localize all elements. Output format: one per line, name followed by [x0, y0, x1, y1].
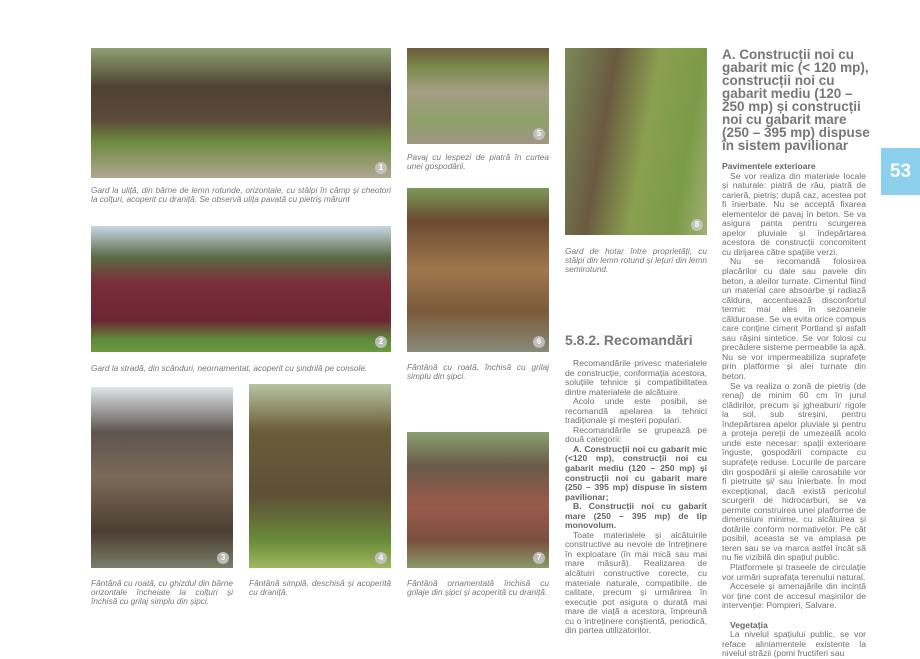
page-number-tab: 53 [881, 148, 920, 195]
photo-stone-paving [407, 48, 549, 144]
subheading-vegetatia: Vegetația [730, 619, 768, 630]
recomandari-text [565, 359, 707, 636]
photo-number: 1 [375, 162, 387, 174]
paragraph: Recomandările privesc materialele de construcție, conformația acestora, soluțiile tehnice și compatibilitatea dintre materialele de alcătuire. [565, 358, 707, 397]
photo-number: 7 [533, 552, 545, 564]
section-heading-recomandari: 5.8.2. Recomandări [565, 332, 693, 348]
photo-caption: Fântână simplă, deschisă și acoperită cu draniță. [249, 578, 391, 597]
photo-number: 2 [375, 336, 387, 348]
paragraph: Platformele și traseele de circulație vor urmări suprafața terenului natural. [722, 561, 866, 582]
paragraph: La nivelul spațiului public, se vor reface aliniamentele existente la nivelul străzii (pomi fructiferi sau [722, 629, 866, 659]
paragraph: Accesele și amenajările din incintă vor ține cont de accesul mașinilor de intervenție: Pompieri, Salvare. [722, 581, 866, 611]
photo-number: 8 [691, 219, 703, 231]
photo-number: 6 [533, 336, 545, 348]
photo-boundary-fence [565, 48, 707, 235]
photo-simple-well [249, 384, 391, 568]
photo-caption: Pavaj cu lespezi de piatră în curtea unei gospodării. [407, 152, 549, 171]
paragraph: Toate materialele și alcătuirile constructive au nevoie de întreținere în exploatare (în mai mică sau mai mare măsură). Realizarea de alcătuiri constructive corecte, cu materiale naturale, compatibile, de calitate, precum și urmărirea în execuție pot asigura o durată mai mare de viață a acestora, împreună cu o întreținere conștientă, periodică, din partea utilizatorilor. [565, 529, 707, 636]
category-b: B. Construcții noi cu gabarit mare (250 – 395 mp) de tip monovolum. [565, 501, 707, 531]
photo-ornamented-well [407, 432, 549, 568]
photo-well-wheel [407, 188, 549, 352]
photo-caption: Gard la stradă, din scânduri, neornamentat, acoperit cu șindrilă pe console. [91, 363, 368, 373]
photo-number: 4 [375, 552, 387, 564]
paragraph: Recomandările se grupează pe două categorii: [565, 424, 707, 445]
paragraph: Se vor realiza din materiale locale și naturale: piatră de râu, piatră de carieră, pietriș; după caz, acestea pot fi înierbate. Nu se acceptă fixarea elementelor de pavaj în beton. Se va asigura panta pentru scurgerea apelor pluviale și îndepărtarea acestora de construcții concomitent cu dirijarea către spațiile verzi. [722, 170, 866, 257]
subheading-pavimente: Pavimentele exterioare [722, 161, 816, 171]
section-a-text [722, 162, 866, 659]
photo-caption: Fântână cu roată, cu ghizdul din bârne orizontale încheiate la colțuri și închisă cu grilaj simplu din șipci. [91, 578, 233, 606]
paragraph: Se va realiza o zonă de pietriș (de renaj) de minim 60 cm în jurul clădirilor, precum și jgheaburi/ rigole la sol, sub streșini, pentru îndepărtarea apelor pluviale și pentru a proteja pereții de umezeală acolo unde este necesar: spații exterioare înguste, gospodării compacte cu suprafețe reduse. Locurile de parcare din gospodării și aleile carosabile vor fi pietruite și/ sau înierbate. În mod excepțional, dacă există pericolul scurgerii de hidrocarburi, se va permite construirea unei platforme de dimensiuni minime, cu alcătuirea și dotările conform normativelor. Pe cât posibil, aceasta se va amplasa pe teren sau se va marca astfel încât să nu fie vizibilă din spațiul public. [722, 380, 866, 563]
paragraph: Acolo unde este posibil, se recomandă apelarea la tehnici tradiționale și meșteri populari. [565, 396, 707, 426]
photo-wooden-fence-street [91, 48, 391, 178]
photo-number: 3 [217, 552, 229, 564]
paragraph: Nu se recomandă folosirea placărilor cu dale sau pavele din beton, a aleilor turnate. Cimentul fiind un material care absoarbe și radiază căldura, accentuează disconfortul termic mai ales în sezoanele călduroase. Se va evita orice compus care conține ciment Portland și asfalt sau rășini sintetice. Se vor folosi cu precădere sisteme permeabile la apă. Nu se vor impermeabiliza suprafețe prin platforme și alei turnate din beton. [722, 256, 866, 382]
photo-well-wheel-closed [91, 387, 233, 568]
photo-caption: Gard de hotar între proprietăți, cu stâlpi din lemn rotund și lețuri din lemn semirotund. [565, 246, 707, 274]
section-a-title: A. Construcții noi cu gabarit mic (< 120 mp), construcții noi cu gabarit mediu (120 – 250 mp) și construcții noi cu gabarit mare (250 – 395 mp) dispuse în sistem pavilionar [722, 47, 870, 153]
photo-plank-fence [91, 226, 391, 352]
photo-caption: Fântână ornamentată închisă cu grilaje din șipci și acoperită cu draniță. [407, 578, 549, 597]
photo-caption: Gard la uliță, din bârne de lemn rotunde, orizontale, cu stâlpi în câmp și cheotori la colțuri, acoperit cu draniță. Se observă ulița pavată cu pietriș mărunt [91, 185, 391, 204]
category-a: A. Construcții noi cu gabarit mic (<120 mp), construcții noi cu gabarit mediu (120 – 250 mp) și construcții noi cu gabarit mare (250 – 395 mp) dispuse în sistem pavilionar; [565, 443, 707, 502]
photo-caption: Fântână cu roată, închisă cu grilaj simplu din șipci. [407, 362, 549, 381]
photo-number: 5 [533, 128, 545, 140]
